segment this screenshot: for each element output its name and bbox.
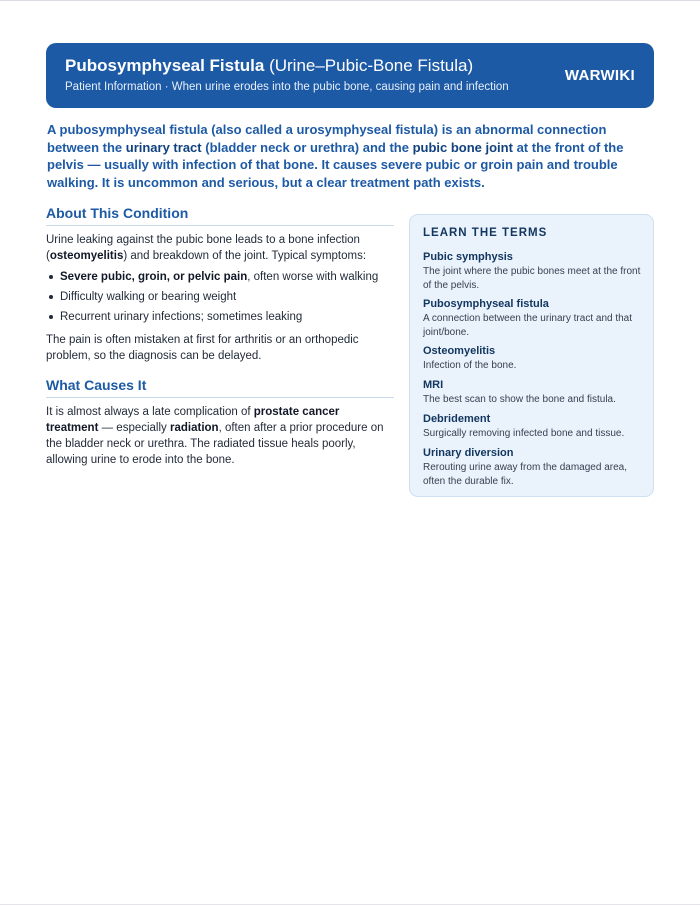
about-heading: About This Condition	[46, 205, 394, 226]
bullet-icon	[49, 295, 53, 299]
glossary-term: Pubic symphysis	[423, 251, 513, 263]
radiation-term: radiation	[170, 422, 219, 434]
glossary-term: Debridement	[423, 413, 491, 425]
glossary-title: LEARN THE TERMS	[423, 227, 548, 239]
symptom-list	[46, 269, 394, 329]
glossary-definition: Surgically removing infected bone and tissue.	[423, 428, 625, 439]
glossary-item	[423, 378, 643, 407]
intro-text: (bladder neck or urethra) and the	[201, 139, 413, 155]
bullet-icon	[49, 275, 53, 279]
list-item: Difficulty walking or bearing weight	[46, 289, 394, 309]
glossary-term: MRI	[423, 379, 444, 391]
glossary-definition: Infection of the bone.	[423, 360, 517, 371]
prostate-cancer-term: prostate cancer treatment	[46, 406, 340, 434]
list-item: Severe pubic, groin, or pelvic pain, often worse with walking	[46, 269, 394, 289]
glossary-term: Urinary diversion	[423, 447, 514, 459]
page-header	[46, 43, 654, 108]
page-title-main: Pubosymphyseal Fistula	[65, 56, 265, 75]
glossary-term: Osteomyelitis	[423, 345, 496, 357]
top-divider	[0, 0, 700, 1]
intro-emphasis: pubic bone joint	[412, 139, 513, 155]
intro-text: at the front of the pelvis — usually with infection of that bone. It causes severe pubic or groin pain and trouble walking. It is uncommon and serious, but a clear treatment path exists.	[47, 139, 624, 190]
page-subtitle: Patient Information · When urine erodes into the pubic bone, causing pain and infection	[65, 81, 509, 93]
list-item: Recurrent urinary infections; sometimes leaking	[46, 309, 394, 329]
page-title	[65, 56, 473, 76]
glossary-item	[423, 412, 643, 441]
glossary-item	[423, 297, 643, 339]
bullet-icon	[49, 315, 53, 319]
bottom-divider	[0, 904, 700, 905]
glossary-item	[423, 344, 643, 373]
intro-text: A pubosymphyseal fistula (also called a urosymphyseal fistula) is an abnormal connection between the	[47, 122, 607, 155]
intro-emphasis: urinary tract	[125, 139, 202, 155]
glossary-definition: The joint where the pubic bones meet at the front of the pelvis.	[423, 266, 641, 291]
glossary-definition: The best scan to show the bone and fistula.	[423, 394, 616, 405]
glossary-definition: A connection between the urinary tract and that joint/bone.	[423, 313, 633, 338]
about-paragraph-2: The pain is often mistaken at first for arthritis or an orthopedic problem, so the diagnosis can be delayed.	[46, 334, 359, 362]
glossary-term: Pubosymphyseal fistula	[423, 298, 549, 310]
causes-heading: What Causes It	[46, 377, 394, 398]
causes-paragraph: It is almost always a late complication of prostate cancer treatment — especially radiation, often after a prior procedure on the bladder neck or urethra. The radiated tissue heals poorly, allowing urine to erode into the bone.	[46, 406, 384, 466]
glossary-item	[423, 250, 643, 292]
brand-logo: WARWIKI	[564, 67, 635, 84]
glossary-panel	[409, 214, 654, 497]
glossary-item	[423, 446, 643, 488]
glossary-definition: Rerouting urine away from the damaged area, often the durable fix.	[423, 462, 628, 487]
intro-summary	[47, 121, 647, 191]
page-title-alt: (Urine–Pubic-Bone Fistula)	[264, 56, 474, 75]
about-paragraph: Urine leaking against the pubic bone leads to a bone infection (osteomyelitis) and breakdown of the joint. Typical symptoms:	[46, 234, 367, 262]
osteomyelitis-term: osteomyelitis	[49, 250, 124, 262]
